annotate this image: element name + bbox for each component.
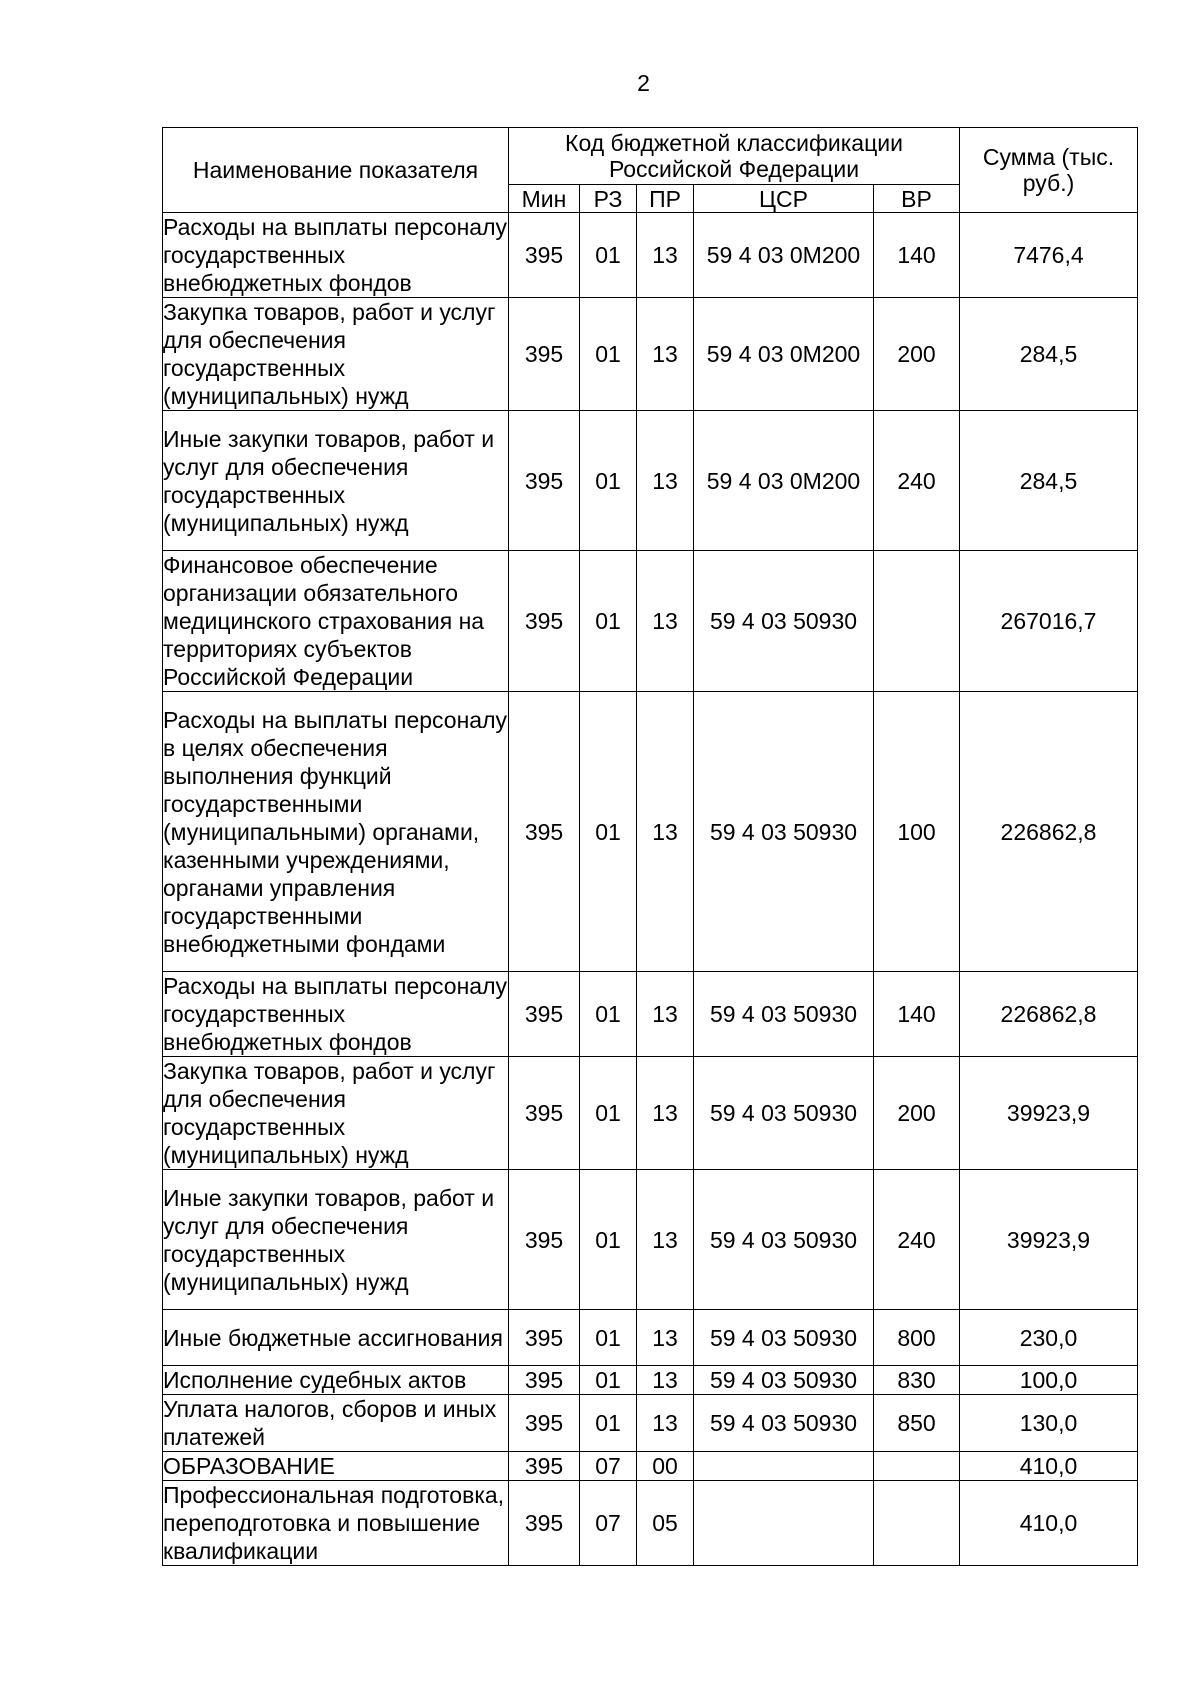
row-name: Иные бюджетные ассигнования — [163, 1310, 509, 1366]
row-name: Исполнение судебных актов — [163, 1366, 509, 1395]
row-pr: 13 — [637, 213, 694, 298]
row-csr: 59 4 03 50930 — [694, 551, 874, 692]
table-row — [163, 1310, 1138, 1366]
header-code-group: Код бюджетной классификации Российской Федерации — [509, 128, 960, 185]
table-row — [163, 692, 1138, 972]
row-vr: 200 — [874, 298, 960, 411]
row-rz: 01 — [580, 972, 637, 1057]
row-pr: 13 — [637, 692, 694, 972]
row-name: Профессиональная подготовка, переподготовка и повышение квалификации — [163, 1481, 509, 1566]
row-sum: 39923,9 — [960, 1170, 1138, 1310]
row-vr: 240 — [874, 1170, 960, 1310]
row-min: 395 — [509, 411, 580, 551]
row-pr: 13 — [637, 298, 694, 411]
row-rz: 01 — [580, 551, 637, 692]
row-vr — [874, 551, 960, 692]
row-sum: 39923,9 — [960, 1057, 1138, 1170]
row-pr: 00 — [637, 1452, 694, 1481]
row-name: Расходы на выплаты персоналу в целях обеспечения выполнения функций государственными (муниципальными) органами, казенными учреждениями, органами управления государственными внебюджетными фондами — [163, 692, 509, 972]
row-name: Закупка товаров, работ и услуг для обеспечения государственных (муниципальных) нужд — [163, 1057, 509, 1170]
table-row — [163, 1395, 1138, 1452]
row-csr: 59 4 03 0M200 — [694, 411, 874, 551]
row-name: Расходы на выплаты персоналу государственных внебюджетных фондов — [163, 973, 507, 1055]
row-rz: 01 — [580, 411, 637, 551]
row-sum: 284,5 — [960, 411, 1138, 551]
table-row — [163, 1481, 1138, 1566]
row-rz: 01 — [580, 213, 637, 298]
page-number: 2 — [637, 70, 650, 96]
row-csr: 59 4 03 50930 — [694, 1310, 874, 1366]
table-row — [163, 1452, 1138, 1481]
row-vr — [874, 1481, 960, 1566]
row-rz: 01 — [580, 1170, 637, 1310]
row-pr: 13 — [637, 972, 694, 1057]
row-rz: 01 — [580, 692, 637, 972]
row-sum: 100,0 — [960, 1366, 1138, 1395]
row-rz: 01 — [580, 1366, 637, 1395]
row-vr: 140 — [874, 213, 960, 298]
table-row — [163, 972, 1138, 1057]
row-pr: 13 — [637, 1366, 694, 1395]
row-rz: 01 — [580, 298, 637, 411]
table-row — [163, 1170, 1138, 1310]
row-csr: 59 4 03 50930 — [694, 1366, 874, 1395]
row-min: 395 — [509, 1395, 580, 1452]
row-vr: 850 — [874, 1395, 960, 1452]
row-pr: 13 — [637, 1310, 694, 1366]
row-min: 395 — [509, 551, 580, 692]
row-vr — [874, 1452, 960, 1481]
row-name: Иные закупки товаров, работ и услуг для обеспечения государственных (муниципальных) нужд — [163, 1170, 509, 1310]
row-sum: 230,0 — [960, 1310, 1138, 1366]
table-row — [163, 551, 1138, 692]
header-min: Мин — [509, 185, 580, 213]
row-pr: 13 — [637, 1395, 694, 1452]
row-vr: 140 — [874, 972, 960, 1057]
row-csr: 59 4 03 0M200 — [694, 298, 874, 411]
table-row — [163, 1057, 1138, 1170]
row-pr: 13 — [637, 1170, 694, 1310]
row-csr: 59 4 03 50930 — [694, 1057, 874, 1170]
row-min: 395 — [509, 1310, 580, 1366]
row-min: 395 — [509, 692, 580, 972]
row-min: 395 — [509, 1481, 580, 1566]
row-rz: 01 — [580, 1057, 637, 1170]
row-rz: 07 — [580, 1481, 637, 1566]
row-vr: 800 — [874, 1310, 960, 1366]
row-csr: 59 4 03 50930 — [694, 1170, 874, 1310]
table-row — [163, 298, 1138, 411]
header-sum: Сумма (тыс. руб.) — [960, 128, 1138, 213]
row-name: Уплата налогов, сборов и иных платежей — [163, 1395, 509, 1452]
row-pr: 13 — [637, 411, 694, 551]
row-csr — [694, 1481, 874, 1566]
row-name: Расходы на выплаты персоналу государственных внебюджетных фондов — [163, 214, 507, 296]
table-row — [163, 213, 1138, 298]
row-name: Закупка товаров, работ и услуг для обеспечения государственных (муниципальных) нужд — [163, 298, 509, 411]
row-csr: 59 4 03 50930 — [694, 692, 874, 972]
header-csr: ЦСР — [694, 185, 874, 213]
header-name: Наименование показателя — [163, 128, 509, 213]
row-sum: 7476,4 — [960, 213, 1138, 298]
row-pr: 05 — [637, 1481, 694, 1566]
row-vr: 830 — [874, 1366, 960, 1395]
table-row — [163, 411, 1138, 551]
row-csr: 59 4 03 50930 — [694, 972, 874, 1057]
row-sum: 410,0 — [960, 1452, 1138, 1481]
row-vr: 200 — [874, 1057, 960, 1170]
row-name: Иные закупки товаров, работ и услуг для обеспечения государственных (муниципальных) нужд — [163, 411, 509, 551]
budget-table — [162, 127, 1138, 1566]
row-pr: 13 — [637, 1057, 694, 1170]
row-vr: 240 — [874, 411, 960, 551]
row-sum: 410,0 — [960, 1481, 1138, 1566]
row-name: ОБРАЗОВАНИЕ — [163, 1452, 509, 1481]
row-min: 395 — [509, 298, 580, 411]
table-row — [163, 1366, 1138, 1395]
row-vr: 100 — [874, 692, 960, 972]
header-rz: РЗ — [580, 185, 637, 213]
row-sum: 284,5 — [960, 298, 1138, 411]
row-sum: 130,0 — [960, 1395, 1138, 1452]
row-min: 395 — [509, 1057, 580, 1170]
row-pr: 13 — [637, 551, 694, 692]
row-name: Финансовое обеспечение организации обязательного медицинского страхования на территориях субъектов Российской Федерации — [163, 551, 509, 692]
row-min: 395 — [509, 213, 580, 298]
row-csr: 59 4 03 0M200 — [694, 213, 874, 298]
header-vr: ВР — [874, 185, 960, 213]
row-rz: 07 — [580, 1452, 637, 1481]
row-sum: 226862,8 — [960, 972, 1138, 1057]
row-sum: 267016,7 — [960, 551, 1138, 692]
row-min: 395 — [509, 972, 580, 1057]
row-min: 395 — [509, 1170, 580, 1310]
header-pr: ПР — [637, 185, 694, 213]
row-csr: 59 4 03 50930 — [694, 1395, 874, 1452]
row-rz: 01 — [580, 1310, 637, 1366]
row-sum: 226862,8 — [960, 692, 1138, 972]
row-min: 395 — [509, 1452, 580, 1481]
row-rz: 01 — [580, 1395, 637, 1452]
row-min: 395 — [509, 1366, 580, 1395]
row-csr — [694, 1452, 874, 1481]
